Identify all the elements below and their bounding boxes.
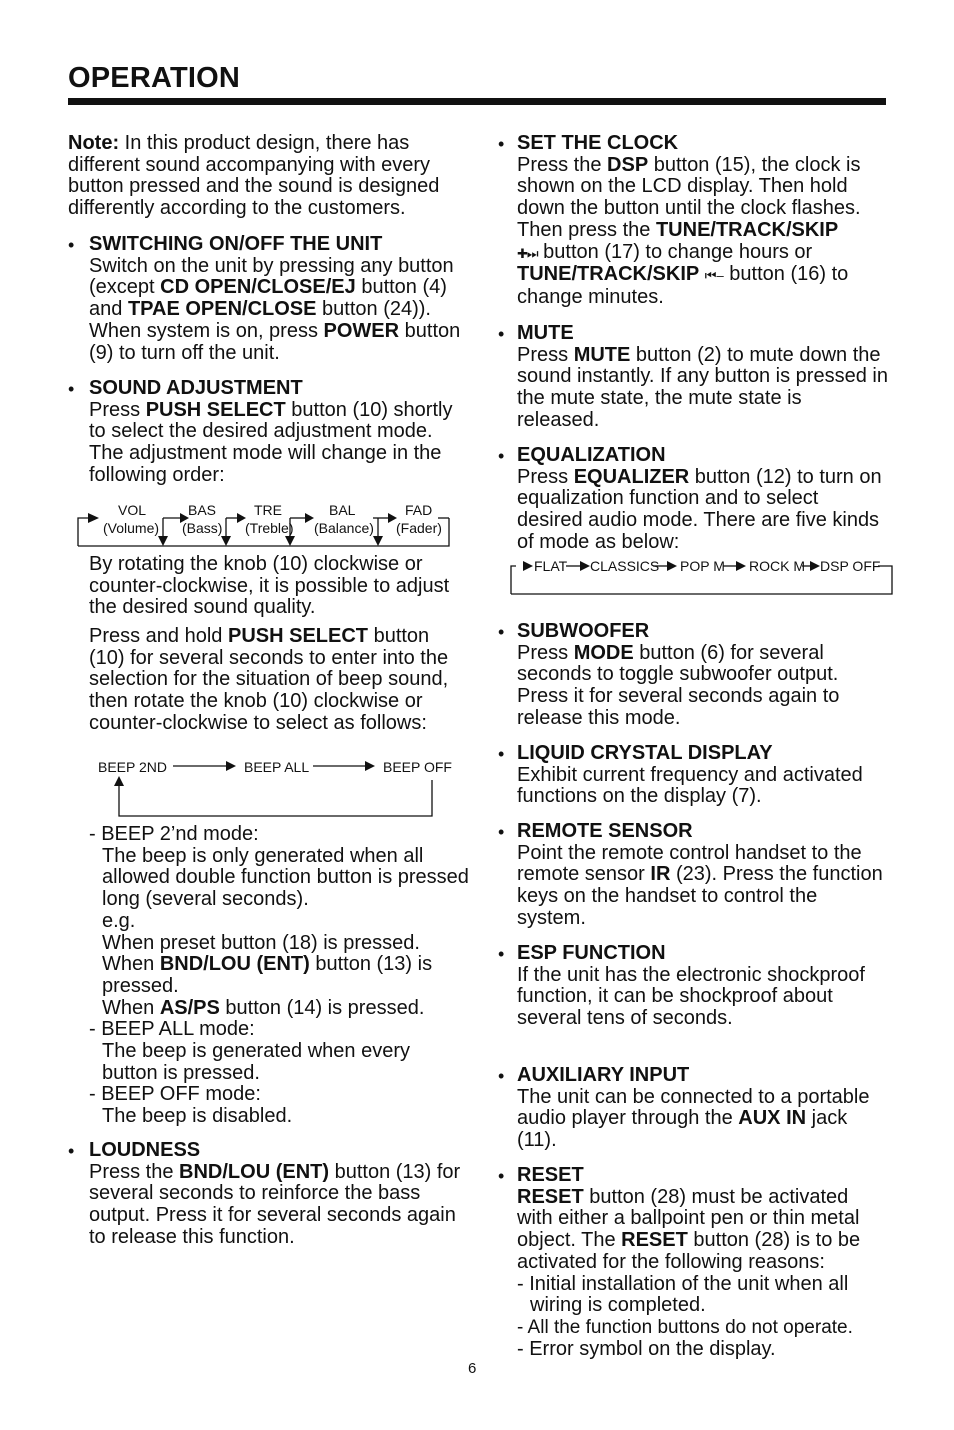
- clock-text: Then press the: [517, 218, 656, 241]
- reset-reason: - All the function buttons do not operate.: [517, 1316, 853, 1338]
- eq-text: Press: [517, 465, 574, 488]
- switching-bold: TPAE OPEN/CLOSE: [127, 298, 317, 321]
- remote-bold: IR: [650, 863, 671, 886]
- sound-mode-desc: (Fader): [396, 520, 442, 536]
- switching-text: button (4) and: [89, 276, 447, 321]
- eg-text: When: [102, 996, 160, 1019]
- clock-text: button (15), the clock is shown on the LCD display. Then hold down the button until the clock flashes.: [517, 153, 861, 220]
- reset-bold: RESET: [621, 1229, 688, 1252]
- subwoofer-bold: MODE: [573, 641, 634, 664]
- sound-mode-name: BAS: [188, 502, 217, 518]
- switching-text: button (9) to turn off the unit.: [89, 319, 461, 364]
- eg-line: When preset button (18) is pressed.: [102, 931, 420, 954]
- lcd-heading: LIQUID CRYSTAL DISPLAY: [517, 742, 773, 764]
- remote-text: (23). Press the function keys on the handset to control the system.: [517, 863, 883, 929]
- sound-mode-name: FAD: [405, 502, 433, 518]
- eg-bold: BND/LOU (ENT): [159, 953, 310, 976]
- eq-text: button (12) to turn on equalization function and to select desired audio mode. There are five kinds of mode as below:: [517, 465, 882, 553]
- beepall-text: The beep is generated when every button is pressed.: [102, 1040, 410, 1084]
- eg-text: When: [102, 953, 160, 976]
- aux-text: jack (11).: [517, 1107, 848, 1152]
- bullet: •: [498, 446, 505, 466]
- plus-next-icon: ✚⏭: [517, 245, 538, 261]
- esp-heading: ESP FUNCTION: [517, 942, 666, 964]
- reset-reason: - Error symbol on the display.: [517, 1337, 776, 1360]
- loudness-body: [89, 1140, 464, 1249]
- sound-mode-name: VOL: [118, 502, 147, 518]
- remote-heading: REMOTE SENSOR: [517, 820, 693, 842]
- subwoofer-heading: SUBWOOFER: [517, 620, 650, 642]
- sound-mode-name: TRE: [254, 502, 282, 518]
- note-label: Note:: [68, 132, 120, 154]
- sound-text: Press and hold: [89, 625, 228, 647]
- eq-mode-label: DSP OFF: [820, 558, 881, 574]
- eg-label: e.g.: [102, 909, 136, 932]
- beep-mode-label: BEEP OFF: [383, 759, 452, 775]
- clock-text: button (17) to change hours or: [537, 240, 813, 263]
- reset-text: button (28) must be activated with either a ballpoint pen or thin metal object. The: [517, 1185, 860, 1252]
- reset-heading: RESET: [517, 1164, 584, 1186]
- sound-mode-desc: (Volume): [103, 520, 160, 536]
- eg-text: button (13) is pressed.: [102, 953, 433, 997]
- bullet: •: [498, 1066, 505, 1086]
- mute-text: button (2) to mute down the sound instantly. If any button is pressed in the mute state, the mute state is released.: [517, 343, 888, 431]
- bullet: •: [68, 379, 75, 399]
- eg-line: [89, 954, 469, 997]
- loudness-text: Press the: [89, 1160, 180, 1183]
- sound-bold: PUSH SELECT: [227, 625, 369, 647]
- aux-bold: AUX IN: [738, 1107, 807, 1130]
- sound-bold: PUSH SELECT: [145, 398, 286, 421]
- bullet: •: [498, 944, 505, 964]
- sound-text: Press: [89, 398, 146, 421]
- beep-mode-label: BEEP 2ND: [98, 759, 167, 775]
- clock-bold: TUNE/TRACK/SKIP: [655, 218, 839, 241]
- esp-section: [517, 943, 889, 1030]
- reset-section: [517, 1165, 889, 1360]
- clock-text: Press the: [517, 153, 608, 176]
- eq-mode-label: POP M: [680, 558, 725, 574]
- switching-bold: CD OPEN/CLOSE/EJ: [160, 276, 356, 299]
- eq-bold: EQUALIZER: [573, 465, 690, 488]
- eq-mode-label: CLASSICS: [590, 558, 660, 574]
- mute-heading: MUTE: [517, 322, 574, 344]
- lcd-section: [517, 743, 889, 808]
- remote-text: Point the remote control handset to the remote sensor: [517, 841, 862, 886]
- loudness-bold: BND/LOU (ENT): [179, 1160, 330, 1183]
- aux-text: The unit can be connected to a portable audio player through the: [517, 1085, 870, 1130]
- bullet: •: [68, 235, 75, 255]
- beep2-title: - BEEP 2’nd mode:: [89, 823, 259, 845]
- sound-mode-name: BAL: [329, 502, 356, 518]
- eq-diagram-lines: [0, 0, 954, 600]
- page-title: OPERATION: [68, 62, 241, 94]
- switching-bold: POWER: [323, 319, 400, 342]
- beep-modes-list: [89, 824, 469, 1128]
- bullet: •: [498, 822, 505, 842]
- sound-text: button (10) shortly to select the desired adjustment mode. The adjustment mode will change in the following order:: [89, 398, 453, 486]
- sound-heading: SOUND ADJUSTMENT: [89, 377, 303, 399]
- clock-bold: DSP: [607, 153, 649, 176]
- bullet: •: [498, 744, 505, 764]
- eg-bold: AS/PS: [159, 996, 220, 1019]
- sound-mode-desc: (Bass): [182, 520, 223, 536]
- aux-heading: AUXILIARY INPUT: [517, 1064, 690, 1086]
- eg-text: button (14) is pressed.: [219, 996, 425, 1019]
- note-text: In this product design, there has different sound accompanying with every button pressed and the sound is designed differently according to the customers.: [68, 132, 440, 220]
- eg-line: [89, 998, 469, 1020]
- beepoff-text: The beep is disabled.: [102, 1105, 293, 1128]
- bullet: •: [68, 1141, 75, 1161]
- page-number: 6: [468, 1360, 477, 1377]
- subwoofer-text: button (6) for several seconds to toggle subwoofer output. Press it for several seconds again to release this mode.: [517, 641, 840, 729]
- eq-heading: EQUALIZATION: [517, 444, 666, 466]
- switching-text: Switch on the unit by pressing any button (except: [89, 254, 454, 299]
- loudness-text: button (13) for several seconds to reinforce the bass output. Press it for several seconds again to release this function.: [89, 1160, 461, 1248]
- beepall-title: - BEEP ALL mode:: [89, 1018, 255, 1041]
- eq-mode-label: ROCK M: [749, 558, 805, 574]
- remote-section: [517, 821, 889, 930]
- reset-reason: - Initial installation of the unit when all wiring is completed.: [517, 1272, 849, 1317]
- bullet: •: [498, 324, 505, 344]
- clock-bold: TUNE/TRACK/SKIP: [517, 263, 700, 286]
- switching-text: button (24)). When system is on, press: [89, 298, 431, 342]
- loudness-heading: LOUDNESS: [89, 1139, 201, 1161]
- subwoofer-text: Press: [517, 641, 574, 664]
- mute-text: Press: [517, 343, 574, 366]
- bullet: •: [498, 622, 505, 642]
- beep2-text: The beep is only generated when all allowed double function button is pressed long (several seconds).: [102, 844, 469, 911]
- beep-mode-label: BEEP ALL: [244, 759, 310, 775]
- subwoofer-section: [517, 621, 889, 730]
- aux-section: [517, 1065, 889, 1152]
- beepoff-title: - BEEP OFF mode:: [89, 1083, 261, 1106]
- eq-mode-label: FLAT: [534, 558, 568, 574]
- switching-heading: SWITCHING ON/OFF THE UNIT: [89, 233, 383, 255]
- bullet: •: [498, 134, 505, 154]
- lcd-text: Exhibit current frequency and activated functions on the display (7).: [517, 763, 863, 808]
- clock-heading: SET THE CLOCK: [517, 132, 679, 154]
- sound-rotate-text: By rotating the knob (10) clockwise or counter-clockwise, it is possible to adjust the desired sound quality.: [89, 553, 450, 619]
- reset-text: button (28) is to be activated for the following reasons:: [517, 1229, 861, 1273]
- prev-minus-icon: ⏮–: [704, 268, 724, 284]
- clock-text: button (16) to change minutes.: [517, 263, 849, 308]
- bullet: •: [498, 1166, 505, 1186]
- sound-mode-desc: (Balance): [314, 520, 374, 536]
- esp-text: If the unit has the electronic shockproof function, it can be shockproof about several tens of seconds.: [517, 963, 865, 1030]
- sound-mode-desc: (Treble): [245, 520, 294, 536]
- reset-bold: RESET: [517, 1185, 584, 1208]
- sound-text: button (10) for several seconds to enter into the selection for the situation of beep sound, then rotate the knob (10) clockwise or counter-clockwise to select as follows:: [89, 625, 449, 734]
- mute-bold: MUTE: [573, 343, 631, 366]
